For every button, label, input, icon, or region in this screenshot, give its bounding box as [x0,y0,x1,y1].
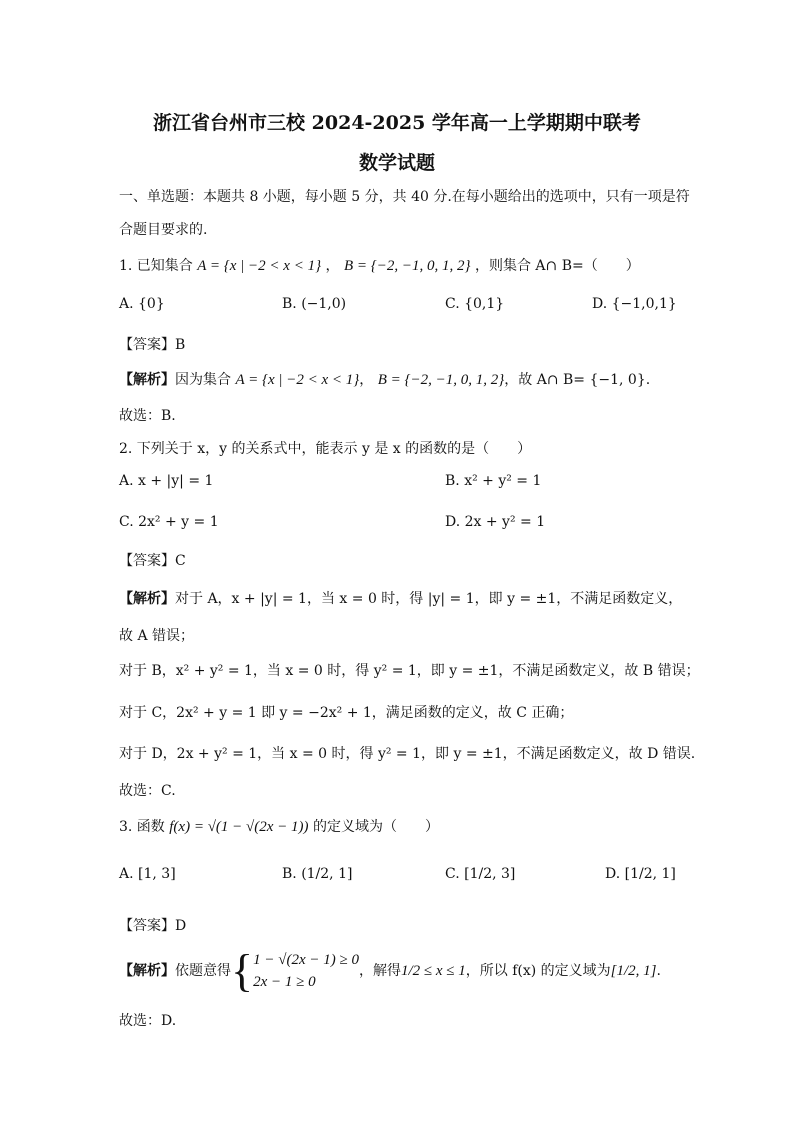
q1-option-a: A. {0} [119,296,165,312]
q1-explanation: 【解析】因为集合 A = {x | −2 < x < 1}， B = {−2, −1, 0, 1, 2}，故 A∩ B= {−1, 0}. [119,372,651,388]
q3-answer: 【答案】D [119,918,187,934]
q2-option-c: C. 2x² + y = 1 [119,514,219,530]
q1-set-b: B = {−2, −1, 0, 1, 2} [344,258,471,274]
q3-sys-line-1: 1 − √(2x − 1) ≥ 0 [253,952,359,968]
q1-stem-prefix: 1. 已知集合 [119,258,193,274]
q3-sys-line-2: 2x − 1 ≥ 0 [253,974,316,990]
q2-option-a: A. x + |y| = 1 [119,473,214,489]
q2-explanation-label: 【解析】 [119,591,175,607]
q2-explanation-a2: 故 A 错误； [119,628,195,644]
q3-option-a: A. [1, 3] [119,866,176,882]
section-instruction-line2: 合题目要求的. [119,222,208,238]
q3-function: f(x) = √(1 − √(2x − 1)) [169,819,309,835]
q1-explanation-label: 【解析】 [119,372,175,388]
q3-explanation: 【解析】依题意得{ 1 − √(2x − 1) ≥ 0 2x − 1 ≥ 0 ，解得1/2 ≤ x ≤ 1，所以 f(x) 的定义域为[1/2, 1]. [119,945,661,996]
q2-explanation-b: 对于 B，x² + y² = 1，当 x = 0 时，得 y² = 1，即 y = ±1，不满足函数定义，故 B 错误； [119,663,700,679]
q3-exp-text-2: ，解得 [358,963,401,979]
question-1-stem [119,255,640,275]
q2-explanation-a [119,588,682,608]
q3-explanation-label: 【解析】 [119,963,175,979]
q1-answer: 【答案】B [119,337,186,353]
q1-exp-set-b: B = {−2, −1, 0, 1, 2} [377,372,505,388]
section-instruction-line1: 一、单选题：本题共 8 小题，每小题 5 分，共 40 分.在每小题给出的选项中，只有一项是符 [119,189,690,205]
q2-explanation-d: 对于 D，2x + y² = 1，当 x = 0 时，得 y² = 1，即 y = ±1，不满足函数定义，故 D 错误. [119,746,696,762]
q3-choose: 故选：D. [119,1013,177,1029]
q2-option-d: D. 2x + y² = 1 [445,514,546,530]
q1-exp-text-1: 因为集合 [175,372,231,388]
q2-option-b: B. x² + y² = 1 [445,473,542,489]
q3-inequality-system [253,949,359,993]
q1-set-a: A = {x | −2 < x < 1} [197,258,322,274]
q2-answer: 【答案】C [119,553,186,569]
q1-option-d: D. {−1,0,1} [592,296,677,312]
question-2-stem: 2. 下列关于 x，y 的关系式中，能表示 y 是 x 的函数的是（ ） [119,441,532,457]
page-title: 浙江省台州市三校 2024-2025 学年高一上学期期中联考 [153,112,641,134]
q1-option-b: B. (−1,0) [282,296,347,312]
q2-exp-a-text: 对于 A，x + |y| = 1，当 x = 0 时，得 |y| = 1，即 y = ±1，不满足函数定义， [175,591,683,607]
q1-comma: ， [325,258,340,274]
q1-choose: 故选：B. [119,408,176,424]
q3-exp-text-1: 依题意得 [175,963,231,979]
q2-explanation-c: 对于 C，2x² + y = 1 即 y = −2x² + 1，满足函数的定义，故 C 正确； [119,705,574,721]
q3-stem-prefix: 3. 函数 [119,819,165,835]
q3-exp-inequality: 1/2 ≤ x ≤ 1 [400,963,466,979]
q1-option-c: C. {0,1} [445,296,505,312]
q3-exp-text-3: ，所以 f(x) 的定义域为 [465,963,611,979]
q3-option-c: C. [1/2, 3] [445,866,516,882]
q3-option-b: B. (1/2, 1] [282,866,353,882]
q3-exp-result: [1/2, 1] [610,963,657,979]
q1-exp-set-a: A = {x | −2 < x < 1} [235,372,360,388]
question-3-stem [119,816,439,836]
q2-choose: 故选：C. [119,783,176,799]
q3-option-d: D. [1/2, 1] [605,866,676,882]
q1-stem-suffix: ，则集合 A∩ B=（ ） [474,258,640,274]
page-subtitle: 数学试题 [358,152,435,174]
q3-stem-suffix: 的定义域为（ ） [313,819,440,835]
q1-exp-text-2: ，故 A∩ B= {−1, 0}. [504,372,651,388]
left-brace-icon: { [231,945,254,996]
